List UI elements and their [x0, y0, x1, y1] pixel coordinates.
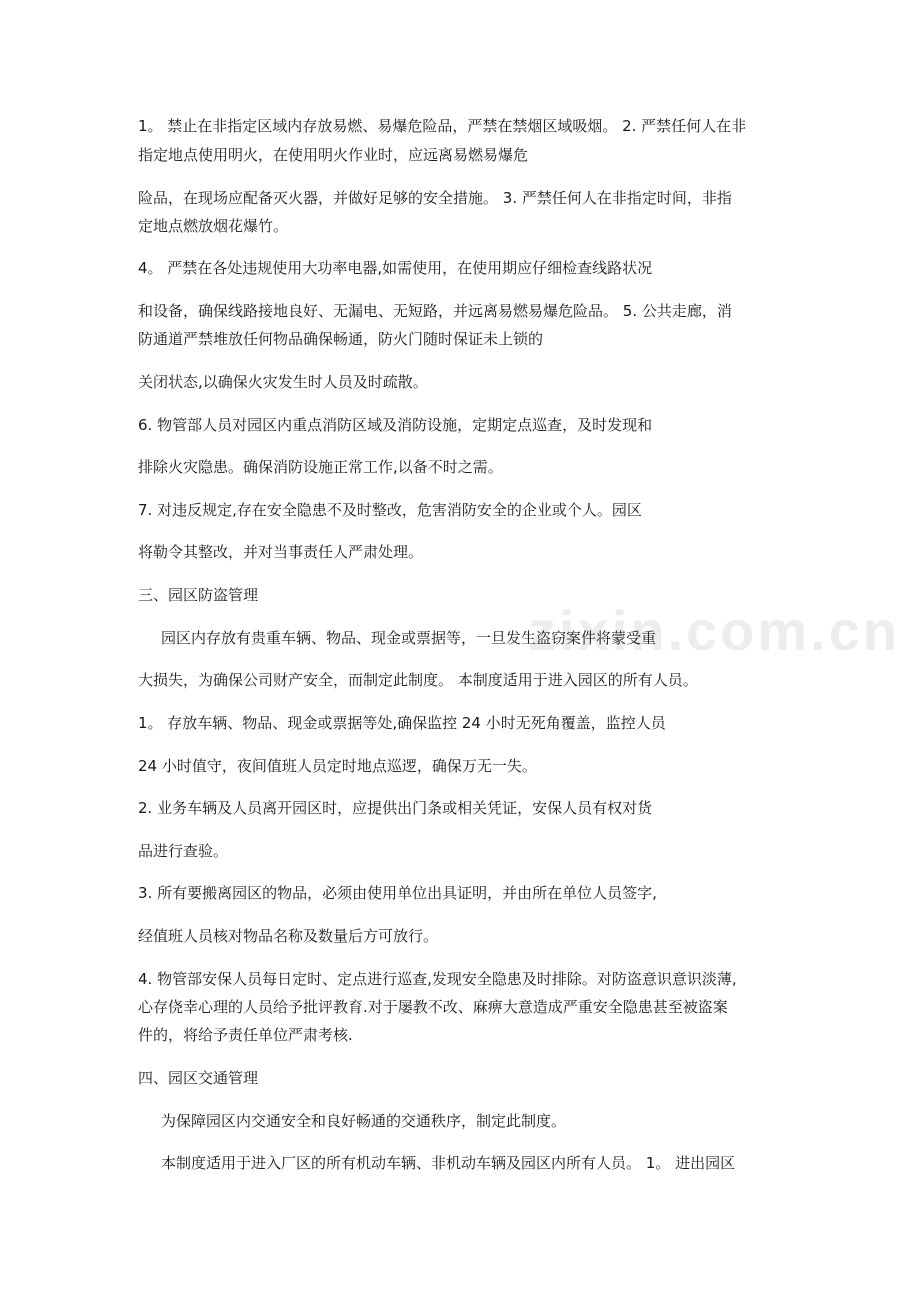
text-line: 本制度适用于进入厂区的所有机动车辆、非机动车辆及园区内所有人员。 1。 进出园区	[161, 1154, 736, 1172]
text-line: 3. 所有要搬离园区的物品，必须由使用单位出具证明，并由所在单位人员签字,	[138, 884, 657, 902]
text-line: 1。 存放车辆、物品、现金或票据等处,确保监控 24 小时无死角覆盖，监控人员	[138, 714, 666, 732]
text-line: 2. 业务车辆及人员离开园区时，应提供出门条或相关凭证，安保人员有权对货	[138, 799, 653, 817]
watermark: zixin.com.cn	[528, 599, 901, 662]
text-line: 园区内存放有贵重车辆、物品、现金或票据等，一旦发生盗窃案件将蒙受重	[161, 629, 657, 647]
text-line: 和设备，确保线路接地良好、无漏电、无短路，并远离易燃易爆危险品。 5. 公共走廊，消	[138, 302, 732, 320]
section-heading: 三、园区防盗管理	[138, 586, 259, 604]
text-line: 关闭状态,以确保火灾发生时人员及时疏散。	[138, 373, 428, 391]
text-line: 件的，将给予责任单位严肃考核.	[138, 1026, 353, 1044]
text-line: 为保障园区内交通安全和良好畅通的交通秩序，制定此制度。	[161, 1112, 567, 1130]
text-line: 将勒令其整改，并对当事责任人严肃处理。	[138, 543, 424, 561]
text-line: 指定地点使用明火，在使用明火作业时，应远离易燃易爆危	[138, 146, 529, 164]
text-line: 7. 对违反规定,存在安全隐患不及时整改，危害消防安全的企业或个人。园区	[138, 501, 642, 519]
text-line: 心存侥幸心理的人员给予批评教育.对于屡教不改、麻痹大意造成严重安全隐患甚至被盗案	[138, 998, 728, 1016]
text-line: 4。 严禁在各处违规使用大功率电器,如需使用，在使用期应仔细检查线路状况	[138, 259, 653, 277]
section-heading: 四、园区交通管理	[138, 1069, 259, 1087]
text-line: 险品，在现场应配备灭火器，并做好足够的安全措施。 3. 严禁任何人在非指定时间，非指	[138, 189, 732, 207]
text-line: 定地点燃放烟花爆竹。	[138, 217, 289, 235]
text-line: 4. 物管部安保人员每日定时、定点进行巡查,发现安全隐患及时排除。对防盗意识意识淡薄,	[138, 970, 737, 988]
text-line: 6. 物管部人员对园区内重点消防区域及消防设施，定期定点巡查，及时发现和	[138, 416, 653, 434]
text-line: 大损失，为确保公司财产安全，而制定此制度。 本制度适用于进入园区的所有人员。	[138, 671, 698, 689]
text-line: 1。 禁止在非指定区域内存放易燃、易爆危险品，严禁在禁烟区域吸烟。 2. 严禁任何人在非	[138, 117, 747, 135]
text-line: 品进行查验。	[138, 842, 229, 860]
text-line: 24 小时值守，夜间值班人员定时地点巡逻，确保万无一失。	[138, 757, 537, 775]
text-line: 经值班人员核对物品名称及数量后方可放行。	[138, 927, 439, 945]
text-line: 防通道严禁堆放任何物品确保畅通，防火门随时保证未上锁的	[138, 330, 544, 348]
text-line: 排除火灾隐患。确保消防设施正常工作,以备不时之需。	[138, 458, 503, 476]
